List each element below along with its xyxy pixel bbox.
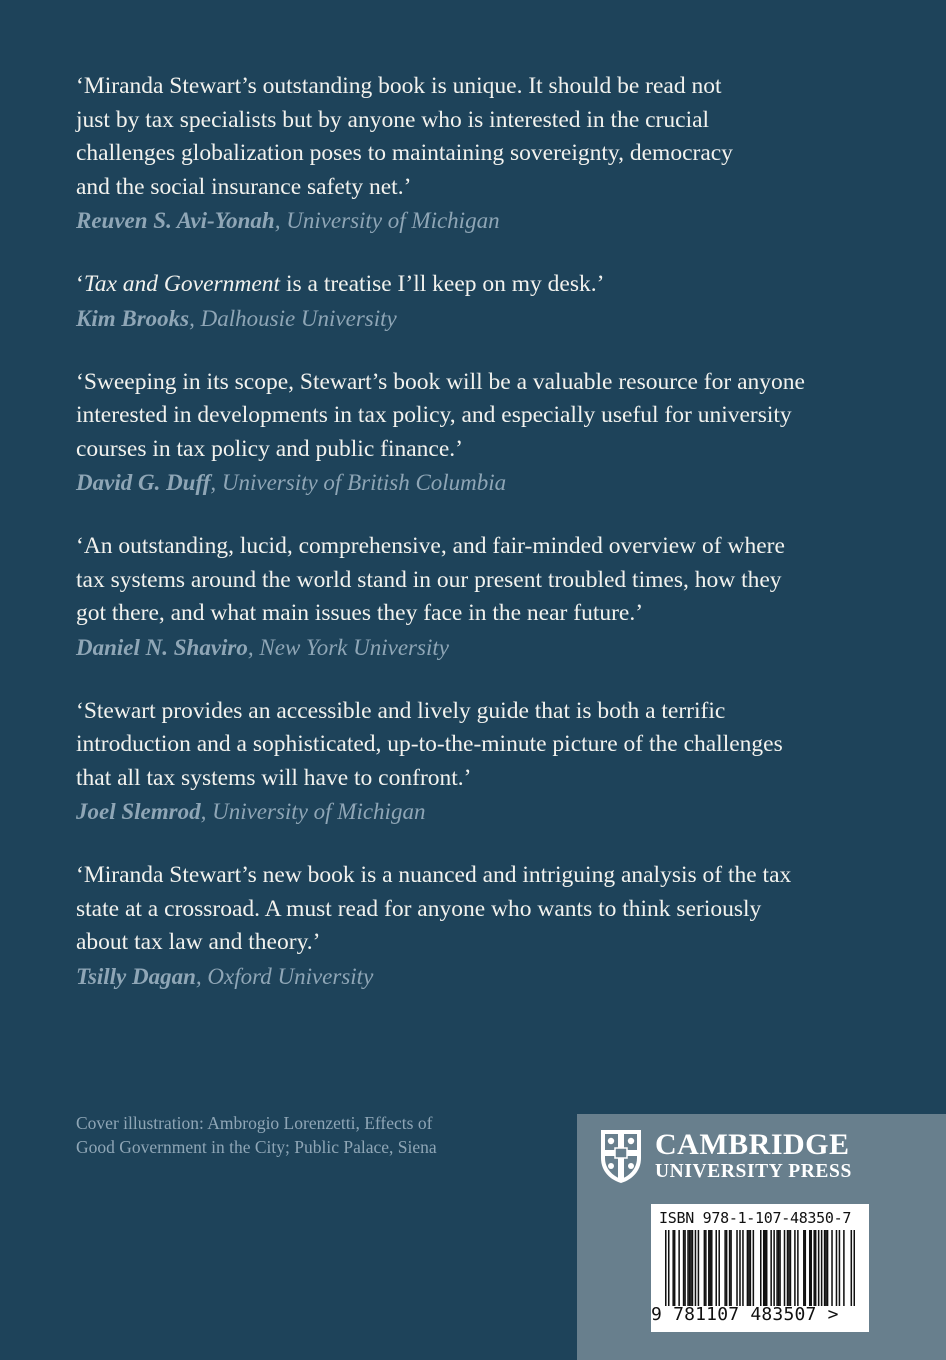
- barcode-bar: [684, 1230, 686, 1306]
- endorsements: [76, 70, 856, 1024]
- cambridge-shield-icon: [599, 1128, 643, 1184]
- endorsement-quote: [76, 70, 856, 237]
- endorsement-quote: [76, 530, 856, 664]
- endorsement-quote: [76, 366, 856, 500]
- barcode-bar: [805, 1230, 807, 1306]
- barcode-bar: [825, 1230, 827, 1306]
- endorser-affiliation: , University of Michigan: [274, 208, 500, 233]
- endorsement-quote: [76, 695, 856, 829]
- barcode-digits: 9 781107 483507 >: [651, 1304, 839, 1325]
- barcode-bar: [790, 1230, 792, 1306]
- barcode-bar: [778, 1230, 780, 1306]
- barcode-bar: [711, 1230, 713, 1306]
- quote-attribution: [76, 631, 856, 664]
- barcode-bar: [678, 1230, 680, 1306]
- barcode-bar: [668, 1230, 670, 1306]
- quote-attribution: [76, 204, 856, 237]
- book-title: Tax and Government: [83, 271, 281, 297]
- barcode-bar: [736, 1230, 738, 1306]
- barcode-bar: [683, 1230, 685, 1306]
- barcode-bar: [763, 1230, 765, 1306]
- endorser-name: Kim Brooks: [76, 305, 190, 331]
- quote-text: ‘Miranda Stewart’s new book is a nuanced and intriguing analysis of the tax state at a crossroad. A must read for anyone who wants to think seriously about tax law and theory.’: [76, 862, 792, 955]
- barcode-bars: [665, 1230, 855, 1306]
- barcode-bar: [794, 1230, 796, 1306]
- barcode-bar: [753, 1230, 755, 1306]
- barcode-bar: [742, 1230, 744, 1306]
- barcode-bar: [809, 1230, 811, 1306]
- barcode-bar: [839, 1230, 841, 1306]
- barcode-bar: [698, 1230, 700, 1306]
- publisher-name: CAMBRIDGE: [655, 1128, 850, 1161]
- barcode-bar: [788, 1230, 790, 1306]
- endorser-affiliation: , University of Michigan: [200, 799, 426, 824]
- barcode-bar: [672, 1230, 674, 1306]
- barcode-bar: [692, 1230, 694, 1306]
- publisher-panel: [577, 1114, 946, 1360]
- quote-text: ‘Tax and Government is a treatise I’ll keep on my desk.’: [76, 271, 605, 297]
- barcode-bar: [718, 1230, 720, 1306]
- barcode-bar: [773, 1230, 775, 1306]
- isbn-barcode: [651, 1204, 869, 1332]
- barcode-bar: [779, 1230, 781, 1306]
- endorser-name: Reuven S. Avi-Yonah: [76, 208, 275, 233]
- barcode-bar: [695, 1230, 697, 1306]
- barcode-bar: [729, 1230, 731, 1306]
- quote-text: ‘Miranda Stewart’s outstanding book is unique. It should be read not just by tax specialists but by anyone who is interested in the crucial challenges globalization poses to maintaining sovereignty, democracy and the social insurance safety net.’: [76, 73, 733, 200]
- barcode-bar: [770, 1230, 772, 1306]
- isbn-label: ISBN 978-1-107-48350-7: [659, 1209, 852, 1227]
- endorser-name: Daniel N. Shaviro: [76, 634, 248, 660]
- barcode-bar: [821, 1230, 823, 1306]
- quote-attribution: [76, 302, 856, 335]
- barcode-bar: [726, 1230, 728, 1306]
- quote-attribution: [76, 466, 856, 499]
- endorser-name: Tsilly Dagan: [76, 963, 196, 989]
- barcode-bar: [739, 1230, 741, 1306]
- barcode-bar: [813, 1230, 815, 1306]
- barcode-bar: [704, 1230, 706, 1306]
- endorser-affiliation: , University of British Columbia: [210, 470, 507, 495]
- barcode-bar: [851, 1230, 853, 1306]
- barcode-bar: [797, 1230, 799, 1306]
- barcode-bar: [747, 1230, 749, 1306]
- publisher-logo: [599, 1128, 946, 1188]
- barcode-bar: [776, 1230, 778, 1306]
- barcode-bar: [748, 1230, 750, 1306]
- barcode-bar: [674, 1230, 676, 1306]
- endorser-name: David G. Duff: [76, 470, 211, 495]
- barcode-bar: [836, 1230, 838, 1306]
- quote-attribution: [76, 960, 856, 993]
- barcode-bar: [715, 1230, 717, 1306]
- publisher-subname: UNIVERSITY PRESS: [655, 1161, 852, 1182]
- barcode-bar: [831, 1230, 833, 1306]
- barcode-bar: [818, 1230, 820, 1306]
- cover-illustration-credit: Cover illustration: Ambrogio Lorenzetti, Effects of Good Government in the City; Public Palace, Siena: [76, 1113, 437, 1157]
- barcode-bar: [854, 1230, 855, 1306]
- barcode-bar: [810, 1230, 812, 1306]
- endorser-affiliation: , Oxford University: [195, 963, 374, 989]
- barcode-bar: [687, 1230, 689, 1306]
- barcode-bar: [705, 1230, 707, 1306]
- endorser-affiliation: , New York University: [247, 634, 449, 660]
- barcode-bar: [665, 1230, 667, 1306]
- barcode-bar: [764, 1230, 766, 1306]
- endorser-affiliation: , Dalhousie University: [189, 305, 397, 331]
- endorsement-quote: [76, 268, 856, 335]
- barcode-bar: [824, 1230, 826, 1306]
- quote-text: ‘Sweeping in its scope, Stewart’s book will be a valuable resource for anyone interested in developments in tax policy, and especially useful for university courses in tax policy and public finance.’: [76, 368, 805, 462]
- endorsement-quote: [76, 859, 856, 993]
- barcode-bar: [787, 1230, 789, 1306]
- barcode-bar: [843, 1230, 845, 1306]
- barcode-bar: [730, 1230, 732, 1306]
- barcode-bar: [689, 1230, 691, 1306]
- quote-text: ‘Stewart provides an accessible and lively guide that is both a terrific introduction and a sophisticated, up-to-the-minute picture of the challenges that all tax systems will have to confront.’: [76, 697, 783, 791]
- barcode-bar: [710, 1230, 712, 1306]
- quote-text: ‘An outstanding, lucid, comprehensive, and fair-minded overview of where tax systems around the world stand in our present troubled times, how they got there, and what main issues they face in the near future.’: [76, 533, 785, 626]
- barcode-bar: [750, 1230, 752, 1306]
- barcode-bar: [827, 1230, 829, 1306]
- quote-attribution: [76, 795, 856, 828]
- barcode-bar: [815, 1230, 817, 1306]
- barcode-bar: [803, 1230, 805, 1306]
- barcode-bar: [724, 1230, 726, 1306]
- endorser-name: Joel Slemrod: [76, 799, 201, 824]
- barcode-bar: [760, 1230, 762, 1306]
- barcode-bar: [784, 1230, 786, 1306]
- barcode-bar: [766, 1230, 768, 1306]
- barcode-bar: [708, 1230, 710, 1306]
- barcode-bar: [690, 1230, 692, 1306]
